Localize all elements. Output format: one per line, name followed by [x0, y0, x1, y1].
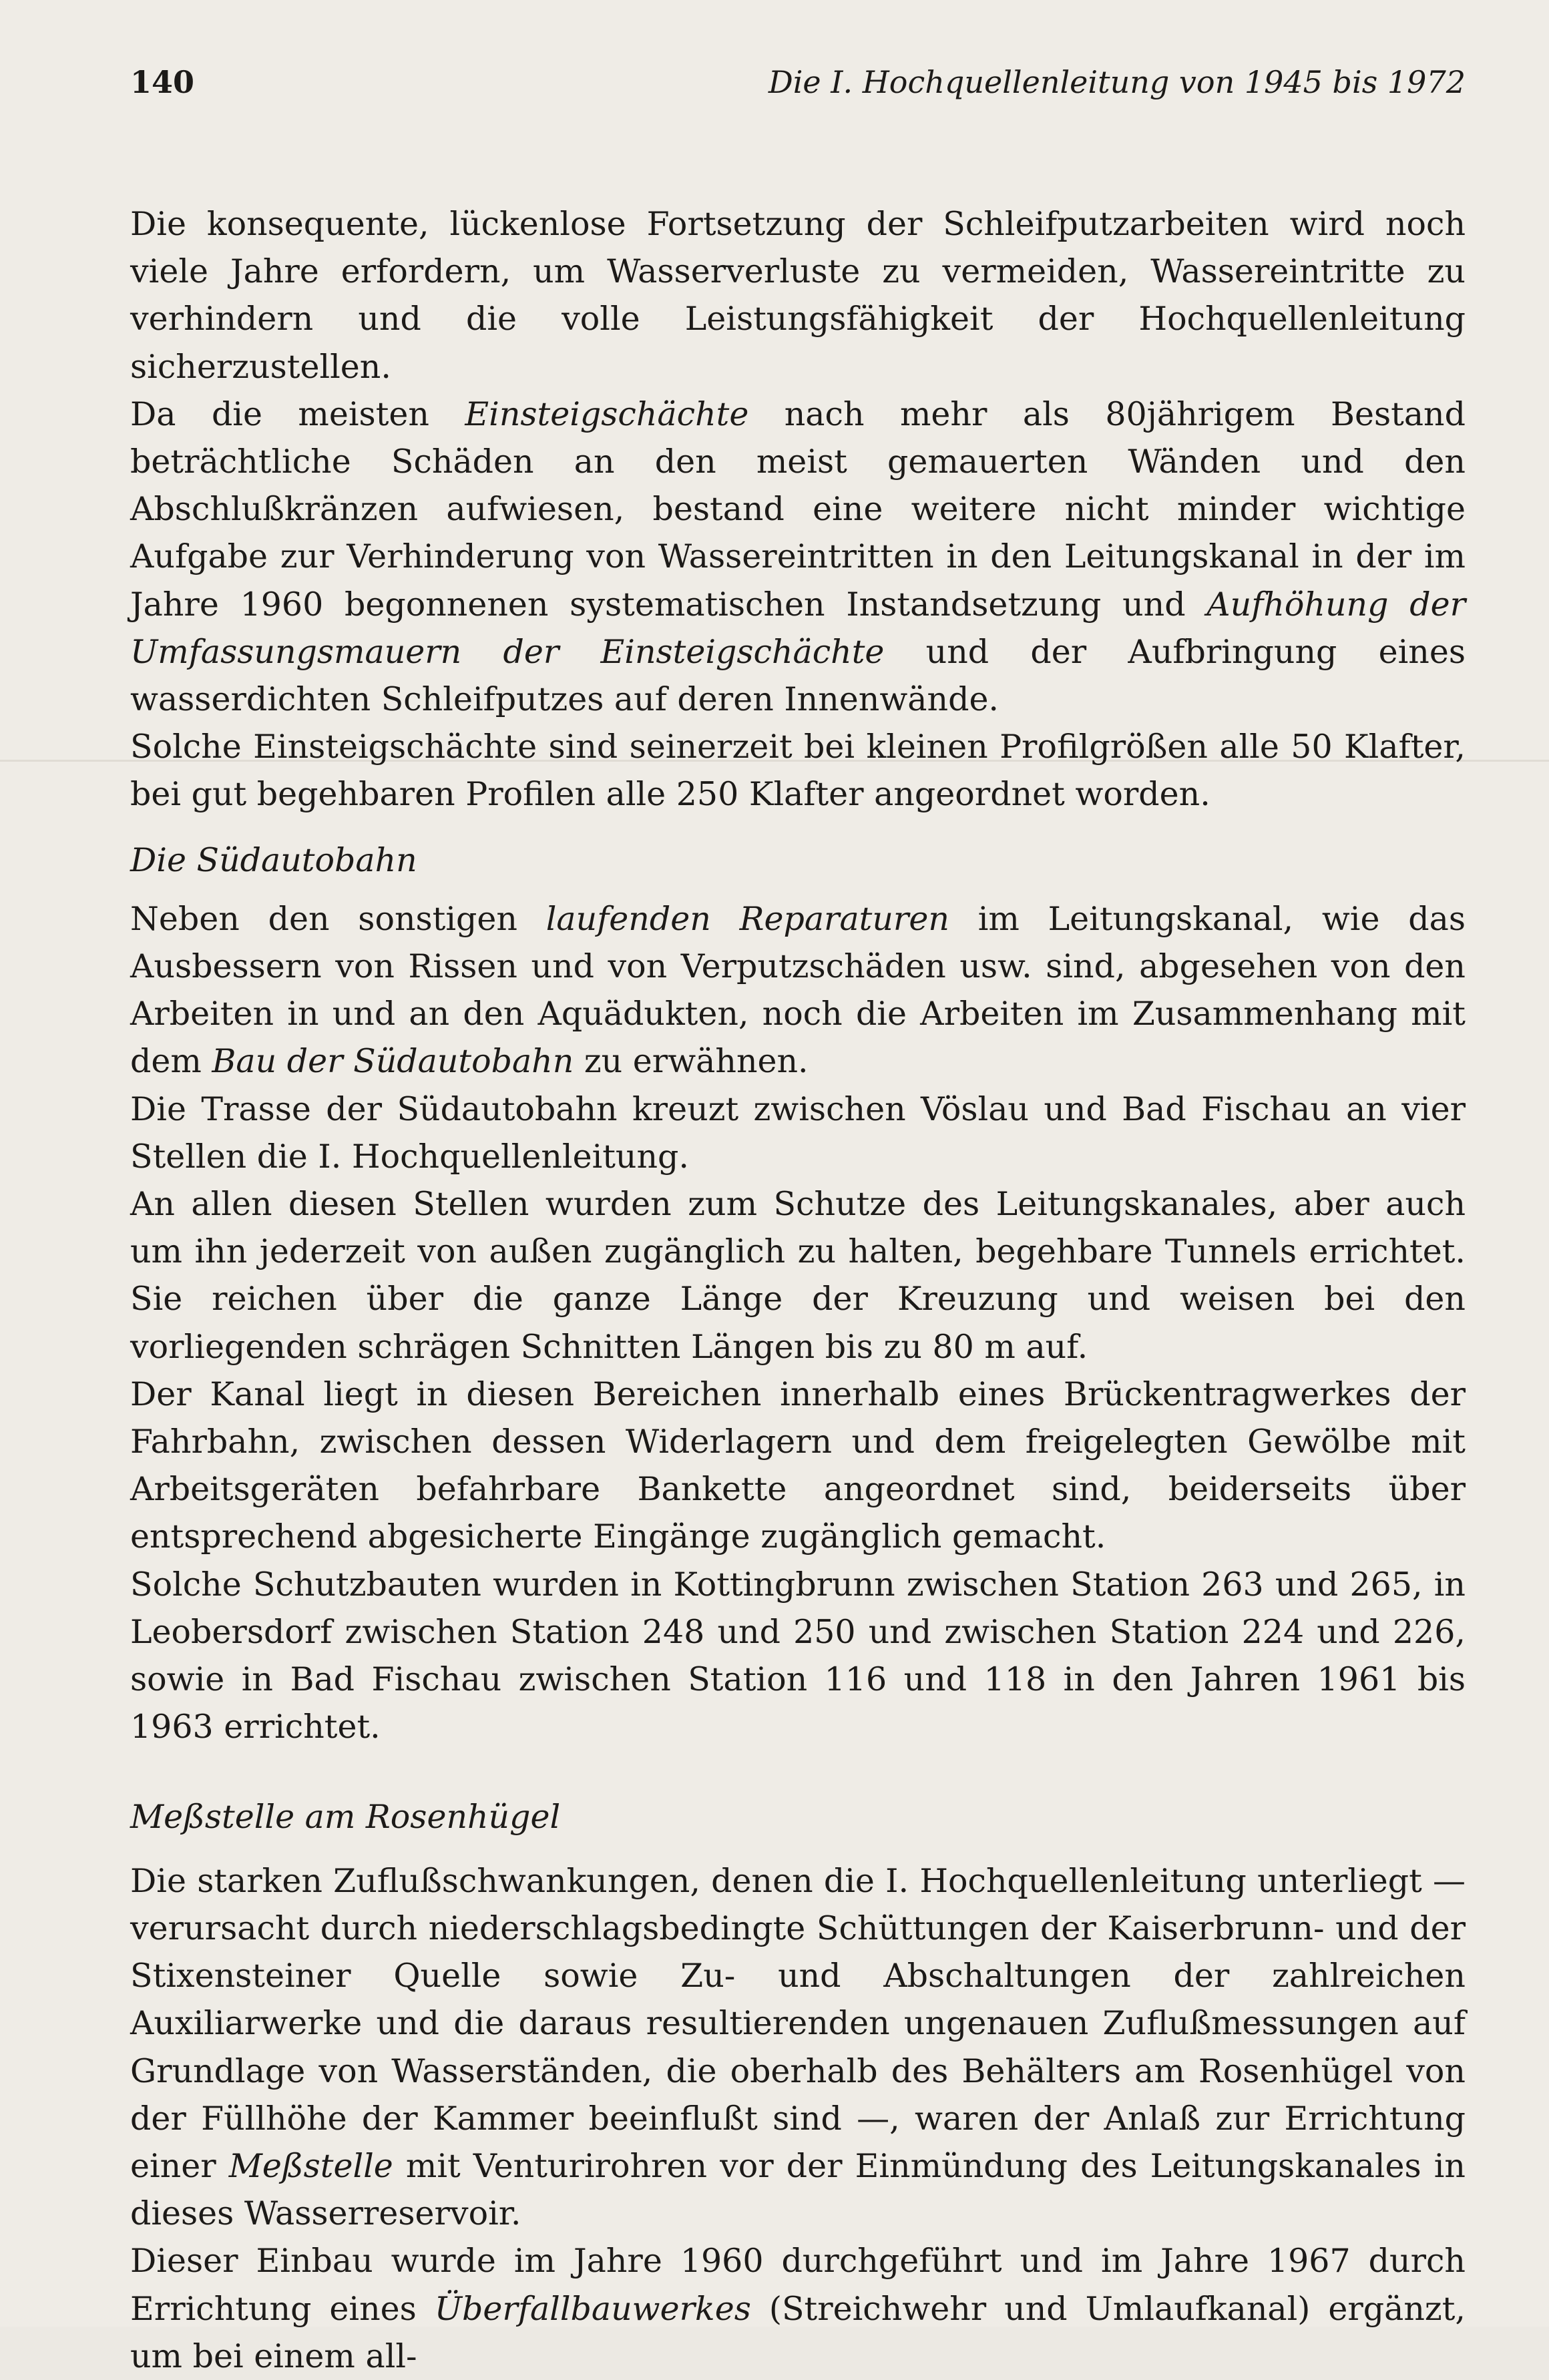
paragraph-einsteigschaechte [130, 391, 1466, 723]
paragraph-schleifputz: Die konsequente, lückenlose Fortsetzung der Schleifputzarbeiten wird noch viele Jahre erfordern, um Wasserverluste zu vermeiden, Wassereintritte zu verhindern und die volle Leistungsfähigkeit der Hochquellenleitung sicherzustellen. [130, 205, 1466, 386]
section-heading-suedautobahn: Die Südautobahn [130, 841, 417, 879]
section-heading-messstelle: Meßstelle am Rosenhügel [130, 1797, 561, 1836]
paragraph-trasse: Die Trasse der Südautobahn kreuzt zwischen Vöslau und Bad Fischau an vier Stellen die I. Hochquellenleitung. [130, 1090, 1466, 1176]
paragraph-brueckentragwerk: Der Kanal liegt in diesen Bereichen innerhalb eines Brückentragwerkes der Fahrbahn, zwischen dessen Widerlagern und dem freigelegten Gewölbe mit Arbeitsgeräten befahrbare Bankette angeordnet sind, beiderseits über entsprechend abgesicherte Eingänge zugänglich gemacht. [130, 1375, 1466, 1556]
text-segment: im Leitungskanal, wie das Ausbessern von Rissen und von Verputzschäden usw. sind, abgesehen von den Arbeiten in und an den Aquädukten, noch die Arbeiten im Zusammenhang mit dem [130, 899, 1466, 1081]
italic-term: Überfallbauwerkes [434, 2289, 751, 2328]
paragraph-klafter: Solche Einsteigschächte sind seinerzeit bei kleinen Profilgrößen alle 50 Klafter, bei gut begehbaren Profilen alle 250 Klafter angeordnet worden. [130, 728, 1466, 814]
text-segment: mit Venturirohren vor der Einmündung des Leitungskanales in dieses Wasserreservoir. [130, 2146, 1466, 2233]
running-title: Die I. Hochquellenleitung von 1945 bis 1972 [768, 64, 1466, 100]
italic-term: Einsteigschächte [465, 395, 749, 433]
italic-term: Aufhöhung der Umfassungsmauern der Einsteigschächte [130, 585, 1466, 671]
text-segment: Die starken Zuflußschwankungen, denen die I. Hochquellenleitung unterliegt — verursacht durch niederschlagsbedingte Schüttungen der Kaiserbrunn- und der Stixensteiner Quelle sowie Zu- und Abschaltungen der zahlreichen Auxiliarwerke und die daraus resultierenden ungenauen Zuflußmessungen auf Grundlage von Wasserständen, die oberhalb des Behälters am Rosenhügel von der Füllhöhe der Kammer beeinflußt sind —, waren der Anlaß zur Errichtung einer [130, 1861, 1466, 2185]
paragraph-tunnels: An allen diesen Stellen wurden zum Schutze des Leitungskanales, aber auch um ihn jederzeit von außen zugänglich zu halten, begehbare Tunnels errichtet. Sie reichen über die ganze Länge der Kreuzung und weisen bei den vorliegenden schrägen Schnitten Längen bis zu 80 m auf. [130, 1185, 1466, 1366]
paragraph-reparaturen [130, 895, 1466, 1086]
text-segment: Dieser Einbau wurde im Jahre 1960 durchgeführt und im Jahre 1967 durch Errichtung eines [130, 2242, 1466, 2328]
text-segment: Neben den sonstigen [130, 899, 546, 938]
page-number: 140 [130, 64, 195, 100]
italic-term: Meßstelle [228, 2146, 393, 2185]
text-segment: nach mehr als 80jährigem Bestand beträchtliche Schäden an den meist gemauerten Wänden und den Abschlußkränzen aufwiesen, bestand eine weitere nicht minder wichtige Aufgabe zur Verhinderung von Wassereintritten in den Leitungskanal in der im Jahre 1960 begonnenen systematischen Instandsetzung und [130, 395, 1466, 624]
italic-term: Bau der Südautobahn [212, 1042, 574, 1081]
body-text [130, 200, 1466, 2380]
italic-term: laufenden Reparaturen [545, 899, 949, 938]
text-segment: zu erwähnen. [574, 1042, 809, 1081]
paragraph-zuflussschwankungen [130, 1857, 1466, 2238]
paragraph-schutzbauten: Solche Schutzbauten wurden in Kottingbrunn zwischen Station 263 und 265, in Leobersdorf zwischen Station 248 und 250 und zwischen Station 224 und 226, sowie in Bad Fischau zwischen Station 116 und 118 in den Jahren 1961 bis 1963 errichtet. [130, 1565, 1466, 1746]
text-segment: Da die meisten [130, 395, 465, 433]
text-segment: (Streichwehr und Umlaufkanal) ergänzt, um bei einem all- [130, 2289, 1466, 2375]
text-segment: und der Aufbringung eines wasserdichten Schleifputzes auf deren Innenwände. [130, 632, 1466, 719]
page-header [130, 59, 1466, 105]
paragraph-ueberfallbauwerk [130, 2237, 1466, 2380]
